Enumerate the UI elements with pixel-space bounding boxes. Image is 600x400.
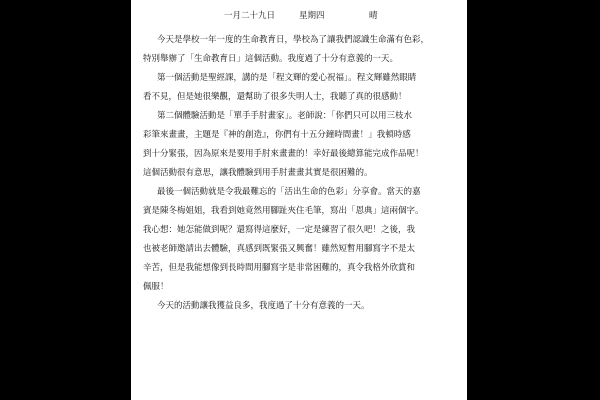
- diary-page: [131, 0, 467, 400]
- paragraph-line: 今天是學校一年一度的生命教育日，學校為了讓我們認識生命滿有色彩，: [157, 35, 430, 45]
- paragraph-line: 這個活動很有意思，讓我體驗到用手肘畫畫其實是很困難的。: [143, 168, 373, 178]
- paragraph-line: 看不見，但是她很樂觀，還幫助了很多失明人士，我聽了真的很感動！: [143, 92, 407, 102]
- paragraph-line: 第二個體驗活動是「單手手肘畫家」。老師說：「你們只可以用三枝水: [157, 111, 413, 121]
- paragraph-line: 第一個活動是聖經課，講的是「程文輝的愛心祝福」。程文輝雖然眼睛: [157, 73, 417, 83]
- paragraph-line: 到十分緊張，因為原來是要用手肘來畫畫的！幸好最後總算能完成作品呢！: [143, 149, 424, 159]
- paragraph-line: 賓是陳冬梅姐姐，我看到她竟然用腳趾夾住毛筆，寫出「恩典」這兩個字。: [143, 206, 424, 216]
- header-weekday: 星期四: [299, 11, 325, 21]
- paragraph-line: 特別舉辦了「生命教育日」這個活動。我度過了十分有意義的一天。: [143, 54, 399, 64]
- header-weather: 晴: [369, 11, 378, 21]
- paragraph-line: 最後一個活動就是令我最難忘的「活出生命的色彩」分享會。當天的嘉: [157, 187, 421, 197]
- paragraph-line: 辛苦，但是我能想像到長時間用腳寫字是非常困難的，真令我格外欣賞和: [143, 263, 416, 273]
- paragraph-line: 今天的活動讓我獲益良多，我度過了十分有意義的一天。: [157, 301, 370, 311]
- paragraph-line: 佩服！: [143, 282, 169, 292]
- paragraph-line: 彩筆來畫畫，主題是『神的創造』，你們有十五分鐘時間畫！」我頓時感: [143, 130, 411, 140]
- paragraph-line: 也被老師邀請出去體驗，真感到既緊張又興奮！雖然短暫用腳寫字不是太: [143, 244, 416, 254]
- paragraph-line: 我心想：她怎能做到呢？還寫得這麼好，一定是練習了很久吧！之後，我: [143, 225, 416, 235]
- diary-header: [131, 9, 467, 23]
- header-date: 一月二十九日: [224, 11, 276, 21]
- diary-body: [143, 31, 457, 316]
